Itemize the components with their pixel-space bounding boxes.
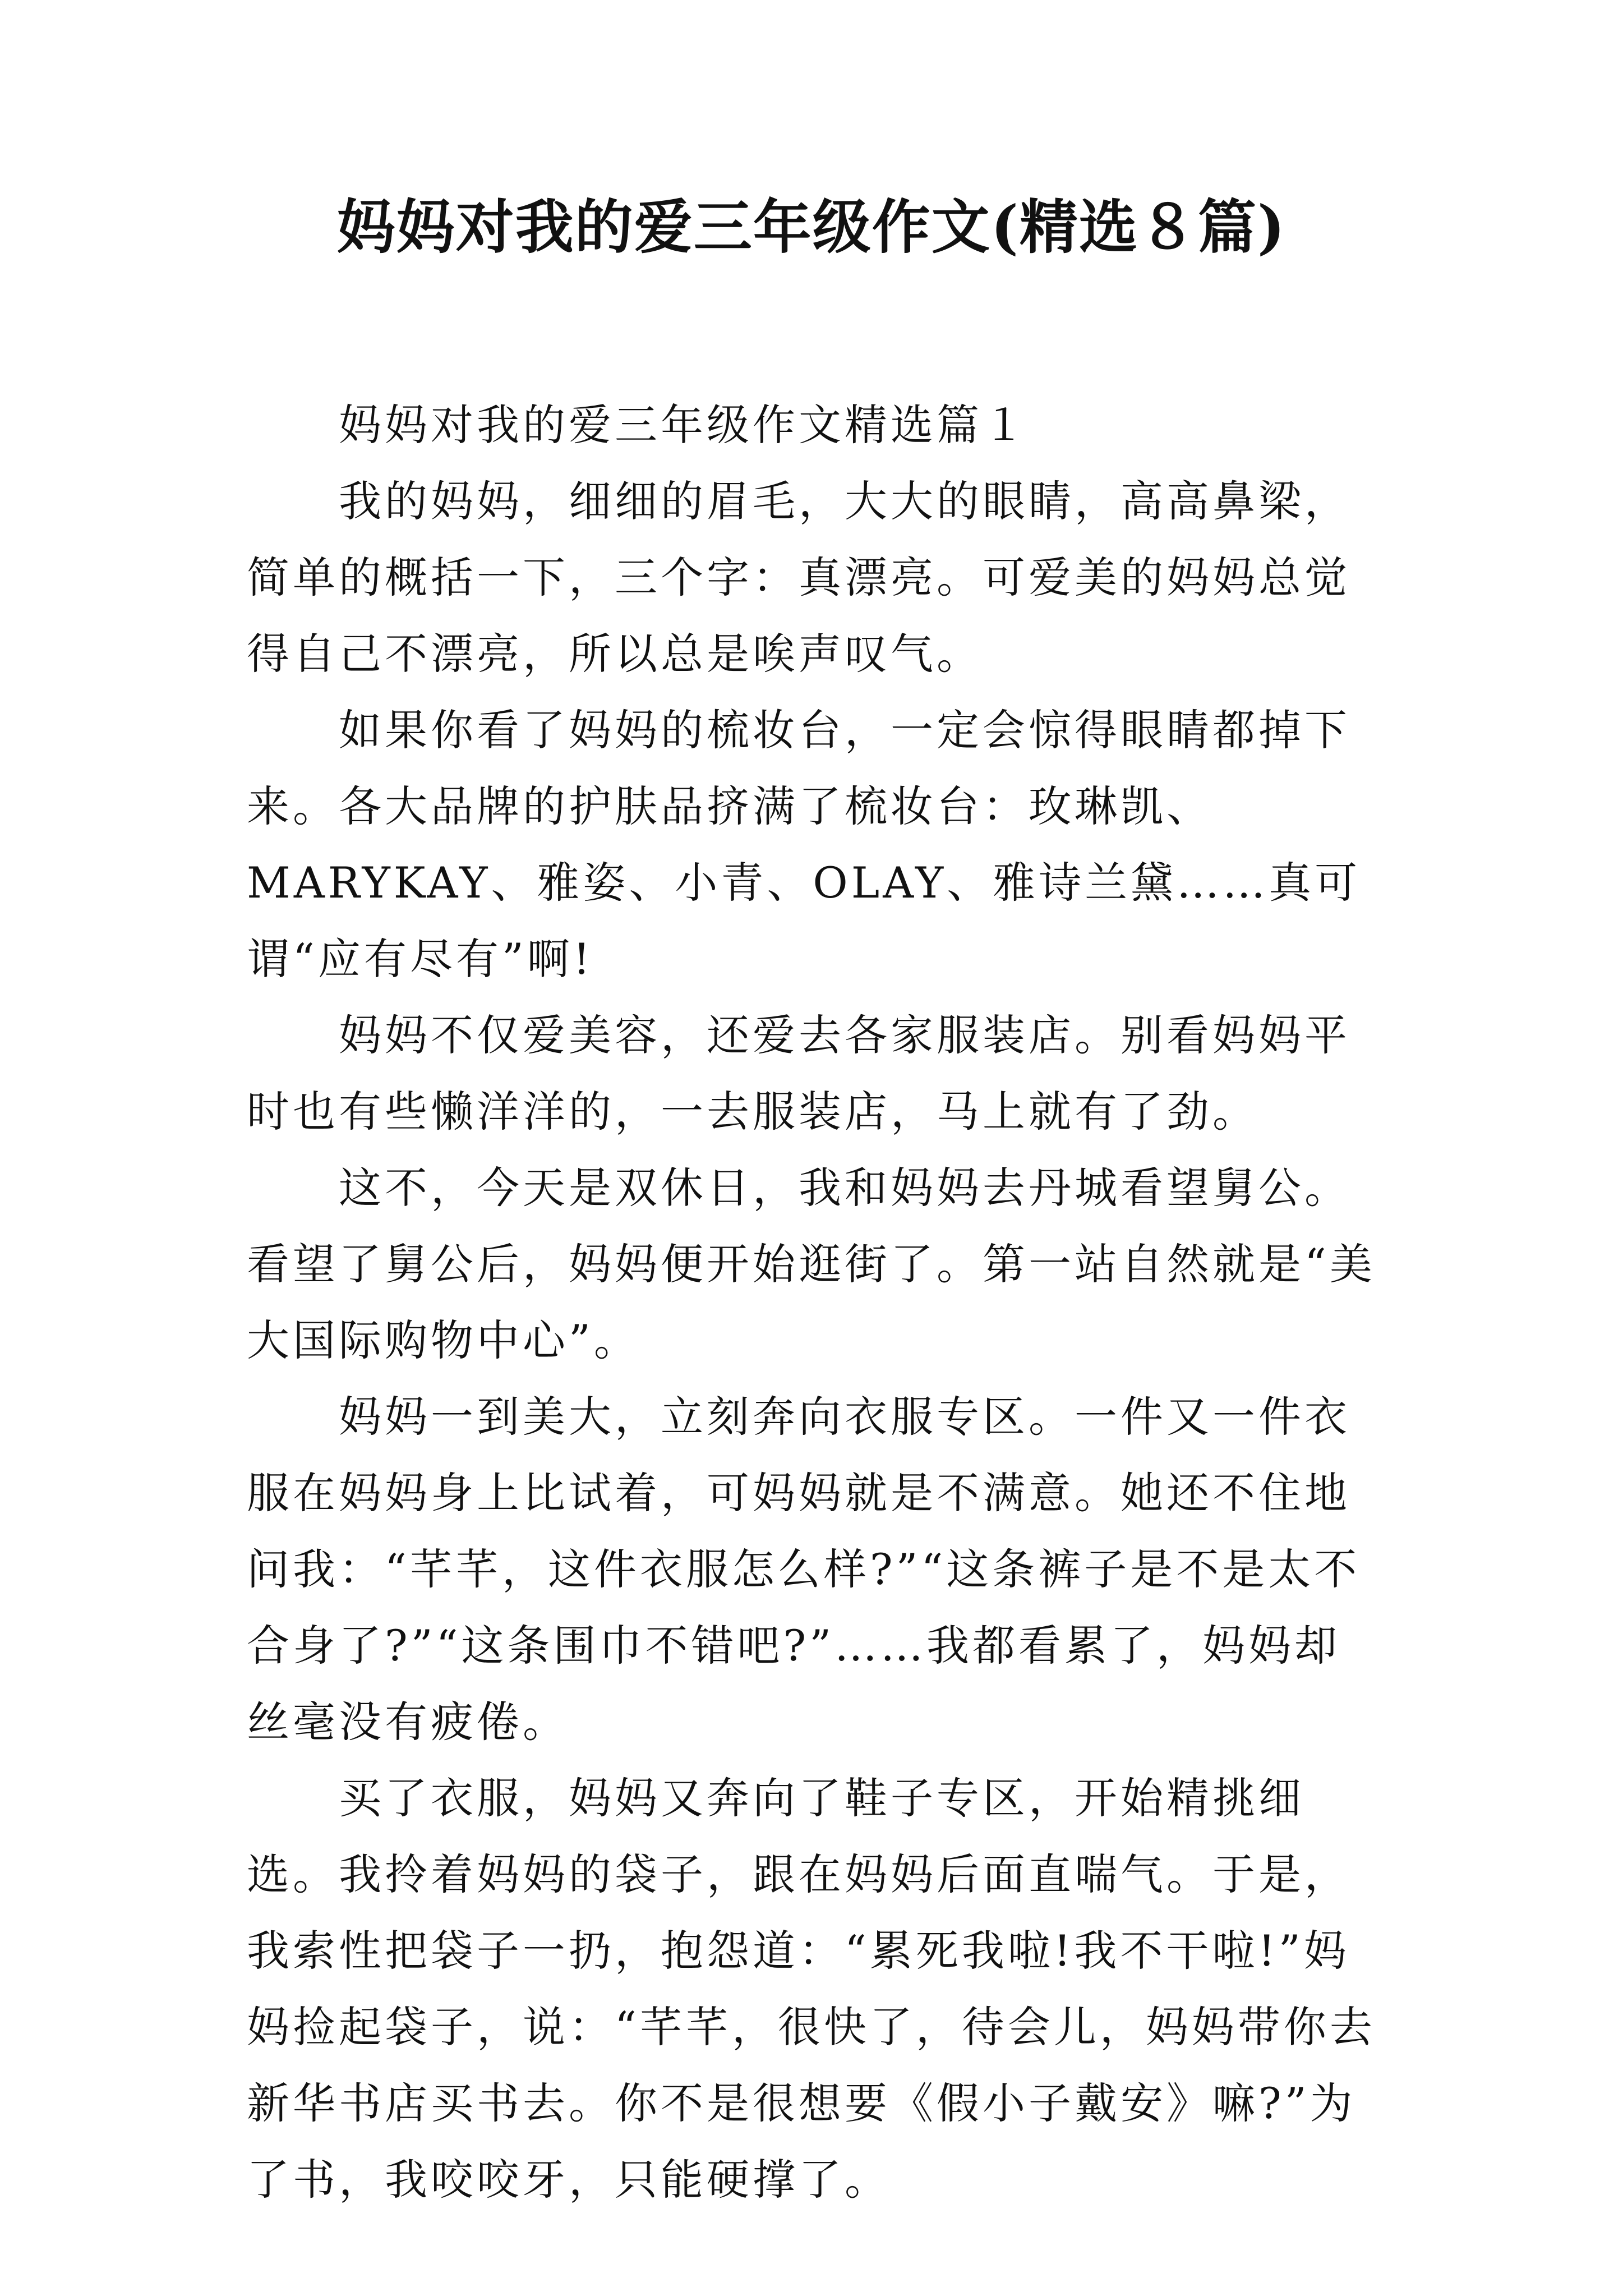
document-body — [247, 387, 1376, 2218]
paragraph: 这不，今天是双休日，我和妈妈去丹城看望舅公。看望了舅公后，妈妈便开始逛街了。第一站自然就是“美大国际购物中心”。 — [247, 1163, 1376, 1365]
paragraph: 买了衣服，妈妈又奔向了鞋子专区，开始精挑细选。我拎着妈妈的袋子，跟在妈妈后面直喘气。于是，我索性把袋子一扔，抱怨道：“累死我啦!我不干啦!”妈妈捡起袋子，说：“芊芊，很快了，待会儿，妈妈带你去新华书店买书去。你不是很想要《假小子戴安》嘛?”为了书，我咬咬牙，只能硬撑了。 — [247, 1773, 1376, 2205]
section-heading: 妈妈对我的爱三年级作文精选篇１ — [339, 400, 1029, 450]
paragraph: 妈妈不仅爱美容，还爱去各家服装店。别看妈妈平时也有些懒洋洋的，一去服装店，马上就有了劲。 — [247, 1010, 1350, 1137]
paragraph: 如果你看了妈妈的梳妆台，一定会惊得眼睛都掉下来。各大品牌的护肤品挤满了梳妆台：玫琳凯、MARYKAY、雅姿、小青、OLAY、雅诗兰黛……真可谓“应有尽有”啊! — [247, 705, 1361, 984]
document-title: 妈妈对我的爱三年级作文(精选８篇) — [336, 192, 1287, 261]
paragraph: 妈妈一到美大，立刻奔向衣服专区。一件又一件衣服在妈妈身上比试着，可妈妈就是不满意。她还不住地问我：“芊芊，这件衣服怎么样?”“这条裤子是不是太不合身了?”“这条围巾不错吧?”……我都看累了，妈妈却丝毫没有疲倦。 — [247, 1392, 1361, 1747]
paragraph: 我的妈妈，细细的眉毛，大大的眼睛，高高鼻梁，简单的概括一下，三个字：真漂亮。可爱美的妈妈总觉得自己不漂亮，所以总是唉声叹气。 — [247, 476, 1350, 679]
